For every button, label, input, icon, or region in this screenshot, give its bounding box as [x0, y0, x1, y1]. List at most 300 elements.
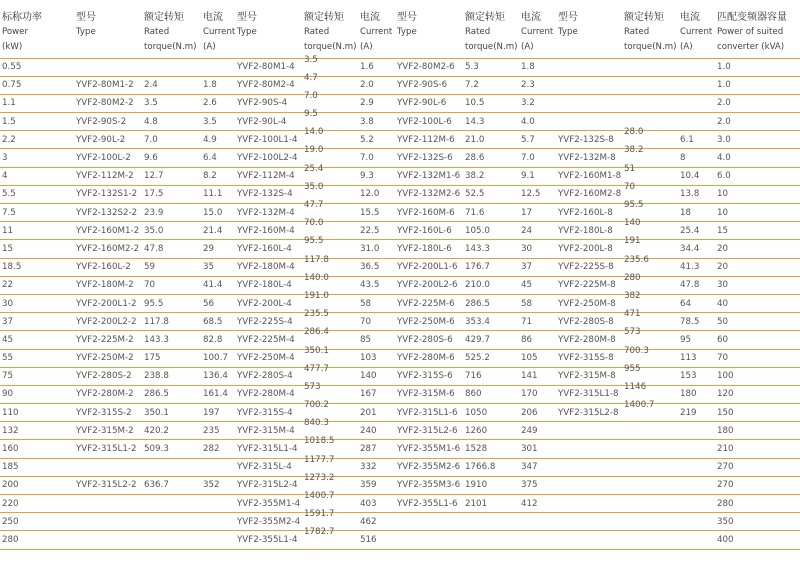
table-cell: YVF2-280S-4: [235, 367, 302, 385]
table-cell: 59: [142, 258, 201, 276]
table-cell: 78.5: [678, 313, 715, 331]
table-cell: 167: [358, 385, 395, 403]
table-cell: [678, 94, 715, 112]
torque-value: 1400.7: [304, 491, 335, 501]
table-cell: 22: [0, 276, 74, 294]
column-header-en: Current: [360, 27, 393, 37]
table-cell: 1.5: [0, 113, 74, 131]
table-cell: 235: [201, 422, 235, 440]
table-cell: 18.5: [0, 258, 74, 276]
table-cell: YVF2-80M2-4: [235, 76, 302, 94]
column-header-en: Type: [397, 27, 417, 37]
table-cell: YVF2-132M1-6: [395, 167, 463, 185]
table-cell: YVF2-225M-8: [556, 276, 622, 294]
table-cell: 282: [201, 440, 235, 458]
table-cell: 95: [678, 331, 715, 349]
table-cell: YVF2-200L2-6: [395, 276, 463, 294]
table-cell: 332: [358, 458, 395, 476]
table-cell: 30: [715, 276, 800, 294]
table-cell: 6.1: [678, 131, 715, 149]
table-cell: YVF2-90L-6: [395, 94, 463, 112]
table-cell: 197: [201, 404, 235, 422]
torque-value: 140.0: [304, 272, 329, 283]
table-cell: 12.5: [519, 185, 556, 203]
table-cell: 15.5: [358, 204, 395, 222]
table-cell: 41.4: [201, 276, 235, 294]
torque-value: 235.6: [624, 254, 649, 265]
table-cell: [556, 440, 622, 458]
torque-value: 700.2: [304, 400, 329, 411]
table-cell: [201, 58, 235, 76]
table-cell: 8: [678, 149, 715, 167]
table-cell: [678, 76, 715, 94]
column-header: [519, 0, 556, 58]
table-cell: YVF2-315L2-2: [74, 476, 142, 494]
table-cell: [556, 94, 622, 112]
table-cell: 45: [0, 331, 74, 349]
table-row: [0, 440, 800, 458]
table-row: [0, 167, 800, 185]
table-cell: [142, 58, 201, 76]
table-cell: [556, 422, 622, 440]
table-cell: YVF2-80M1-2: [74, 76, 142, 94]
table-cell: 35.0: [142, 222, 201, 240]
table-cell: 15: [0, 240, 74, 258]
table-row: [0, 94, 800, 112]
table-cell: 4: [0, 167, 74, 185]
torque-value: 1177.7: [304, 454, 335, 465]
column-header-cn: 电流: [360, 12, 380, 23]
table-cell: 170: [519, 385, 556, 403]
column-header-en: Type: [237, 27, 257, 37]
table-body: [0, 54, 800, 549]
column-header: [142, 0, 201, 58]
table-cell: [302, 527, 358, 549]
table-cell: 38.2: [463, 167, 519, 185]
table-cell: 21.0: [463, 131, 519, 149]
table-cell: YVF2-315S-4: [235, 404, 302, 422]
table-cell: 5.7: [519, 131, 556, 149]
table-cell: [201, 513, 235, 531]
column-header-cn: 电流: [680, 12, 700, 23]
torque-value: 9.5: [304, 109, 318, 120]
table-cell: 15.0: [201, 204, 235, 222]
table-cell: 240: [358, 422, 395, 440]
table-cell: 200: [0, 476, 74, 494]
table-cell: YVF2-280M-6: [395, 349, 463, 367]
table-cell: 412: [519, 495, 556, 513]
table-cell: YVF2-112M-4: [235, 167, 302, 185]
table-row: [0, 276, 800, 294]
table-cell: [142, 495, 201, 513]
table-cell: 40: [715, 294, 800, 312]
column-header: [235, 0, 302, 58]
torque-value: 700.3: [624, 345, 649, 356]
table-cell: YVF2-90S-4: [235, 94, 302, 112]
torque-value: 191: [624, 236, 641, 247]
table-cell: YVF2-90L-2: [74, 131, 142, 149]
table-cell: YVF2-280S-6: [395, 331, 463, 349]
table-cell: YVF2-225S-4: [235, 313, 302, 331]
column-header-cn: 额定转矩: [144, 12, 184, 23]
table-cell: YVF2-280S-8: [556, 313, 622, 331]
column-header-en: Type: [558, 27, 578, 37]
table-cell: 1766.8: [463, 458, 519, 476]
table-cell: 37: [0, 313, 74, 331]
table-cell: YVF2-225S-8: [556, 258, 622, 276]
table-cell: 219: [678, 404, 715, 422]
torque-value: 70.0: [304, 218, 324, 229]
table-cell: 1260: [463, 422, 519, 440]
table-cell: [678, 440, 715, 458]
table-cell: 2.0: [715, 94, 800, 112]
table-cell: YVF2-355M1-4: [235, 495, 302, 513]
table-cell: YVF2-225M-6: [395, 294, 463, 312]
table-row: [0, 331, 800, 349]
table-cell: 58: [358, 294, 395, 312]
table-cell: 143.3: [142, 331, 201, 349]
table-cell: 860: [463, 385, 519, 403]
table-cell: YVF2-180M-2: [74, 276, 142, 294]
table-cell: [622, 76, 678, 94]
table-cell: 238.8: [142, 367, 201, 385]
table-cell: YVF2-160L-2: [74, 258, 142, 276]
column-header-cn: 型号: [558, 12, 578, 23]
table-row: [0, 294, 800, 312]
table-cell: YVF2-200L-4: [235, 294, 302, 312]
table-row: [0, 531, 800, 549]
table-cell: YVF2-160M-6: [395, 204, 463, 222]
torque-value: 3.5: [304, 54, 318, 65]
torque-value: 25.4: [304, 163, 324, 174]
table-cell: 8.2: [201, 167, 235, 185]
table-cell: 7.5: [0, 204, 74, 222]
table-cell: YVF2-180M-4: [235, 258, 302, 276]
table-cell: 85: [358, 331, 395, 349]
table-cell: 95.5: [142, 294, 201, 312]
table-row: [0, 131, 800, 149]
column-header: [302, 0, 358, 58]
column-header-en: Power of suited: [717, 27, 784, 37]
table-cell: 180: [678, 385, 715, 403]
table-cell: 36.5: [358, 258, 395, 276]
table-cell: YVF2-160M-4: [235, 222, 302, 240]
table-cell: [519, 531, 556, 549]
table-cell: YVF2-112M-2: [74, 167, 142, 185]
table-cell: YVF2-132M2-6: [395, 185, 463, 203]
torque-value: 840.3: [304, 418, 329, 429]
table-cell: 286.5: [142, 385, 201, 403]
table-cell: YVF2-315L1-6: [395, 404, 463, 422]
table-cell: 70: [358, 313, 395, 331]
table-cell: YVF2-280M-2: [74, 385, 142, 403]
table-cell: YVF2-160M2-8: [556, 185, 622, 203]
table-cell: YVF2-355L1-6: [395, 495, 463, 513]
table-cell: 160: [0, 440, 74, 458]
table-cell: [622, 94, 678, 112]
table-cell: YVF2-315M-6: [395, 385, 463, 403]
table-cell: 21.4: [201, 222, 235, 240]
table-cell: YVF2-100L-2: [74, 149, 142, 167]
table-cell: 6.0: [715, 167, 800, 185]
table-cell: [678, 495, 715, 513]
table-cell: 11.1: [201, 185, 235, 203]
table-cell: YVF2-160L-8: [556, 204, 622, 222]
table-cell: 31.0: [358, 240, 395, 258]
table-cell: [556, 531, 622, 549]
column-header-en-sub: (A): [521, 42, 534, 52]
table-cell: YVF2-225M-2: [74, 331, 142, 349]
table-cell: 47.8: [142, 240, 201, 258]
table-cell: 5.5: [0, 185, 74, 203]
column-header: [74, 0, 142, 58]
table-cell: YVF2-160M2-2: [74, 240, 142, 258]
torque-value: 191.0: [304, 290, 329, 301]
torque-value: 471: [624, 309, 641, 320]
table-cell: 2.4: [142, 76, 201, 94]
table-row: [0, 458, 800, 476]
table-row: [0, 513, 800, 531]
torque-value: 4.7: [304, 72, 318, 83]
table-cell: 37: [519, 258, 556, 276]
table-cell: 7.0: [142, 131, 201, 149]
table-row: [0, 76, 800, 94]
table-cell: YVF2-315L1-4: [235, 440, 302, 458]
table-cell: 10.4: [678, 167, 715, 185]
torque-value: 477.7: [304, 363, 329, 374]
column-header-cn: 额定转矩: [465, 12, 505, 23]
table-cell: 1.0: [715, 58, 800, 76]
table-row: [0, 404, 800, 422]
table-cell: 52.5: [463, 185, 519, 203]
table-cell: 10.5: [463, 94, 519, 112]
table-cell: [142, 458, 201, 476]
table-cell: [678, 513, 715, 531]
column-header-en: Power: [2, 27, 28, 37]
table-cell: 0.55: [0, 58, 74, 76]
table-cell: [74, 58, 142, 76]
table-cell: YVF2-200L1-2: [74, 294, 142, 312]
table-cell: 4.0: [715, 149, 800, 167]
table-cell: YVF2-80M1-4: [235, 58, 302, 76]
table-cell: 23.9: [142, 204, 201, 222]
table-cell: 2.9: [358, 94, 395, 112]
table-cell: YVF2-315L1-2: [74, 440, 142, 458]
table-cell: 206: [519, 404, 556, 422]
table-cell: 113: [678, 349, 715, 367]
table-cell: 10: [715, 185, 800, 203]
table-cell: 636.7: [142, 476, 201, 494]
table-cell: 4.9: [201, 131, 235, 149]
table-cell: YVF2-315L2-6: [395, 422, 463, 440]
table-cell: 0.75: [0, 76, 74, 94]
table-cell: [556, 476, 622, 494]
table-cell: YVF2-160L-6: [395, 222, 463, 240]
column-header-cn: 匹配变频器容量: [717, 12, 787, 23]
table-cell: YVF2-280M-4: [235, 385, 302, 403]
table-cell: 180: [715, 422, 800, 440]
table-cell: 86: [519, 331, 556, 349]
table-cell: 15: [715, 222, 800, 240]
table-cell: YVF2-200L2-2: [74, 313, 142, 331]
table-cell: 400: [715, 531, 800, 549]
table-cell: 132: [0, 422, 74, 440]
column-header-cn: 型号: [76, 12, 96, 23]
table-cell: [463, 513, 519, 531]
table-cell: 100: [715, 367, 800, 385]
table-cell: 100.7: [201, 349, 235, 367]
table-cell: 7.2: [463, 76, 519, 94]
table-cell: 103: [358, 349, 395, 367]
table-cell: [678, 458, 715, 476]
torque-value: 1782.7: [304, 527, 335, 538]
table-cell: 105: [519, 349, 556, 367]
table-cell: 210.0: [463, 276, 519, 294]
torque-value: 1018.5: [304, 436, 335, 447]
torque-value: 95.5: [624, 200, 644, 210]
table-cell: 11: [0, 222, 74, 240]
table-cell: 18: [678, 204, 715, 222]
table-cell: [556, 458, 622, 476]
column-header-cn: 额定转矩: [624, 12, 664, 23]
torque-value: 7.0: [304, 90, 318, 101]
table-cell: 7.0: [358, 149, 395, 167]
column-header-en-sub: torque(N.m): [304, 42, 357, 52]
table-cell: 4.0: [519, 113, 556, 131]
table-cell: 375: [519, 476, 556, 494]
table-cell: YVF2-90S-2: [74, 113, 142, 131]
table-header: [0, 0, 800, 58]
torque-value: 140: [624, 218, 641, 229]
table-cell: 141: [519, 367, 556, 385]
table-cell: 3.5: [201, 113, 235, 131]
column-header-cn: 型号: [237, 12, 257, 23]
table-cell: 462: [358, 513, 395, 531]
column-header-en-sub: (A): [203, 42, 216, 52]
table-cell: 75: [0, 367, 74, 385]
table-cell: [678, 531, 715, 549]
table-cell: 1.8: [201, 76, 235, 94]
table-cell: 9.3: [358, 167, 395, 185]
torque-value: 47.7: [304, 200, 324, 210]
column-header-en: Current: [203, 27, 236, 37]
table-cell: 525.2: [463, 349, 519, 367]
column-header-cn: 型号: [397, 12, 417, 23]
torque-value: 14.0: [304, 127, 324, 138]
table-cell: [74, 531, 142, 549]
table-cell: YVF2-315L2-8: [556, 404, 622, 422]
table-cell: 347: [519, 458, 556, 476]
torque-value: 28.0: [624, 127, 644, 138]
table-cell: 4.8: [142, 113, 201, 131]
table-cell: 301: [519, 440, 556, 458]
table-cell: YVF2-80M2-6: [395, 58, 463, 76]
table-cell: 250: [0, 513, 74, 531]
table-cell: 71.6: [463, 204, 519, 222]
table-cell: [201, 531, 235, 549]
table-cell: YVF2-355M2-6: [395, 458, 463, 476]
table-cell: YVF2-180L-6: [395, 240, 463, 258]
table-cell: 143.3: [463, 240, 519, 258]
table-cell: 20: [715, 258, 800, 276]
table-cell: 175: [142, 349, 201, 367]
torque-value: 382: [624, 290, 641, 301]
torque-value: 350.1: [304, 345, 329, 356]
table-cell: 24: [519, 222, 556, 240]
table-cell: YVF2-315S-6: [395, 367, 463, 385]
torque-value: 1591.7: [304, 509, 335, 520]
table-cell: 1.8: [519, 58, 556, 76]
table-cell: 136.4: [201, 367, 235, 385]
table-cell: YVF2-132S2-2: [74, 204, 142, 222]
table-cell: 70: [142, 276, 201, 294]
table-cell: 153: [678, 367, 715, 385]
table-cell: YVF2-132S-8: [556, 131, 622, 149]
table-cell: YVF2-100L2-4: [235, 149, 302, 167]
table-cell: 30: [0, 294, 74, 312]
torque-value: 573: [304, 381, 321, 392]
table-cell: [519, 513, 556, 531]
table-cell: YVF2-315M-8: [556, 367, 622, 385]
table-cell: YVF2-132M-8: [556, 149, 622, 167]
table-cell: 29: [201, 240, 235, 258]
table-cell: 45: [519, 276, 556, 294]
table-row: [0, 240, 800, 258]
column-header-en-sub: torque(N.m): [624, 42, 677, 52]
table-cell: YVF2-132S1-2: [74, 185, 142, 203]
table-cell: 120: [715, 385, 800, 403]
table-cell: 22.5: [358, 222, 395, 240]
table-cell: 7.0: [519, 149, 556, 167]
table-cell: YVF2-132S-6: [395, 149, 463, 167]
column-header: [201, 0, 235, 58]
table-cell: 30: [519, 240, 556, 258]
column-header-en-sub: converter (kVA): [717, 42, 785, 52]
table-cell: 403: [358, 495, 395, 513]
table-cell: YVF2-100L-6: [395, 113, 463, 131]
table-cell: 9.6: [142, 149, 201, 167]
column-header: [463, 0, 519, 58]
table-cell: [678, 113, 715, 131]
table-cell: [74, 495, 142, 513]
table-cell: 516: [358, 531, 395, 549]
column-header-en-sub: (A): [360, 42, 373, 52]
table-cell: YVF2-132M-4: [235, 204, 302, 222]
table-cell: 117.8: [142, 313, 201, 331]
table-row: [0, 422, 800, 440]
table-cell: YVF2-315L2-4: [235, 476, 302, 494]
column-header-en-sub: torque(N.m): [144, 42, 197, 52]
table-cell: [622, 476, 678, 494]
table-cell: [556, 113, 622, 131]
table-cell: [622, 58, 678, 76]
column-header-en: Current: [680, 27, 713, 37]
table-cell: [622, 458, 678, 476]
column-header-en-sub: (kW): [2, 42, 23, 52]
table-cell: 12.7: [142, 167, 201, 185]
table-cell: YVF2-160L-4: [235, 240, 302, 258]
torque-value: 286.4: [304, 327, 329, 338]
table-cell: YVF2-355M3-6: [395, 476, 463, 494]
table-cell: 161.4: [201, 385, 235, 403]
table-cell: YVF2-180L-8: [556, 222, 622, 240]
table-cell: [142, 513, 201, 531]
table-cell: YVF2-160M1-2: [74, 222, 142, 240]
table-cell: 43.5: [358, 276, 395, 294]
column-header: [0, 0, 74, 58]
table-cell: YVF2-90L-4: [235, 113, 302, 131]
table-cell: 82.8: [201, 331, 235, 349]
